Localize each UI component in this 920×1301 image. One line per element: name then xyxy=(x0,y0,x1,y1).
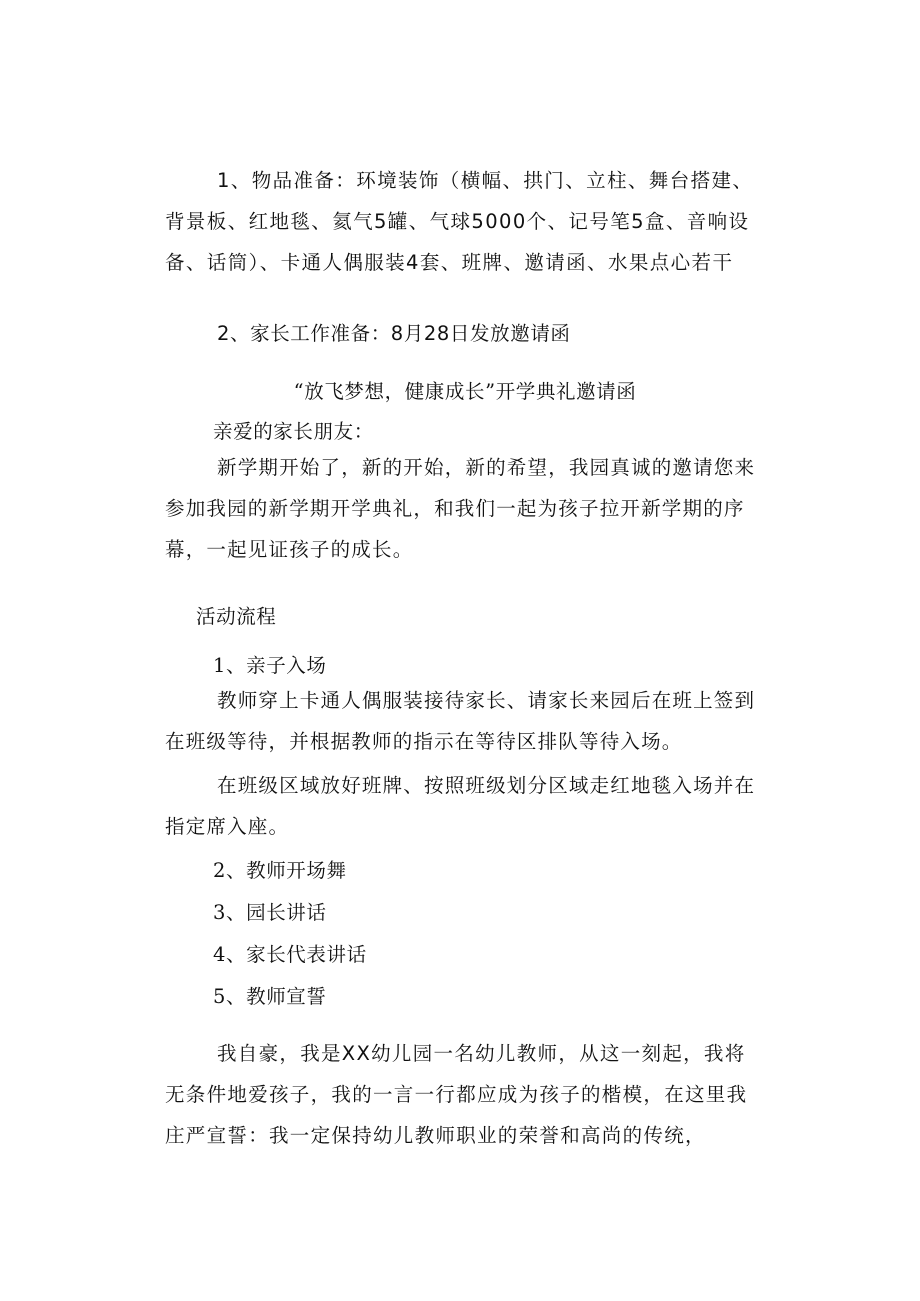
process-step-1: 1、亲子入场 xyxy=(213,654,327,677)
process-step-3: 3、园长讲话 xyxy=(213,901,327,924)
process-step-4: 4、家长代表讲话 xyxy=(213,943,367,966)
process-heading: 活动流程 xyxy=(196,605,277,628)
process-step-5: 5、教师宣誓 xyxy=(213,985,327,1008)
invitation-body: 新学期开始了，新的开始，新的希望，我园真诚的邀请您来参加我园的新学期开学典礼，和我们一起为孩子拉开新学期的序幕，一起见证孩子的成长。 xyxy=(165,456,756,561)
invitation-greeting: 亲爱的家长朋友： xyxy=(213,420,374,443)
prep-items-paragraph: 1、物品准备：环境装饰（横幅、拱门、立柱、舞台搭建、背景板、红地毯、氦气5罐、气球5000个、记号笔5盒、音响设备、话筒）、卡通人偶服装4套、班牌、邀请函、水果点心若干 xyxy=(165,169,754,274)
prep-parents-line: 2、家长工作准备：8月28日发放邀请函 xyxy=(217,322,571,345)
process-step-2: 2、教师开场舞 xyxy=(213,859,347,882)
invitation-title: “放飞梦想，健康成长”开学典礼邀请函 xyxy=(293,380,637,403)
oath-paragraph: 我自豪，我是XX幼儿园一名幼儿教师，从这一刻起，我将无条件地爱孩子，我的一言一行都应成为孩子的楷模，在这里我庄严宣誓：我一定保持幼儿教师职业的荣誉和高尚的传统， xyxy=(165,1042,748,1147)
process-step-1-desc-a: 教师穿上卡通人偶服装接待家长、请家长来园后在班上签到在班级等待，并根据教师的指示在等待区排队等待入场。 xyxy=(165,689,756,753)
process-step-1-desc-b: 在班级区域放好班牌、按照班级划分区域走红地毯入场并在指定席入座。 xyxy=(165,774,756,838)
